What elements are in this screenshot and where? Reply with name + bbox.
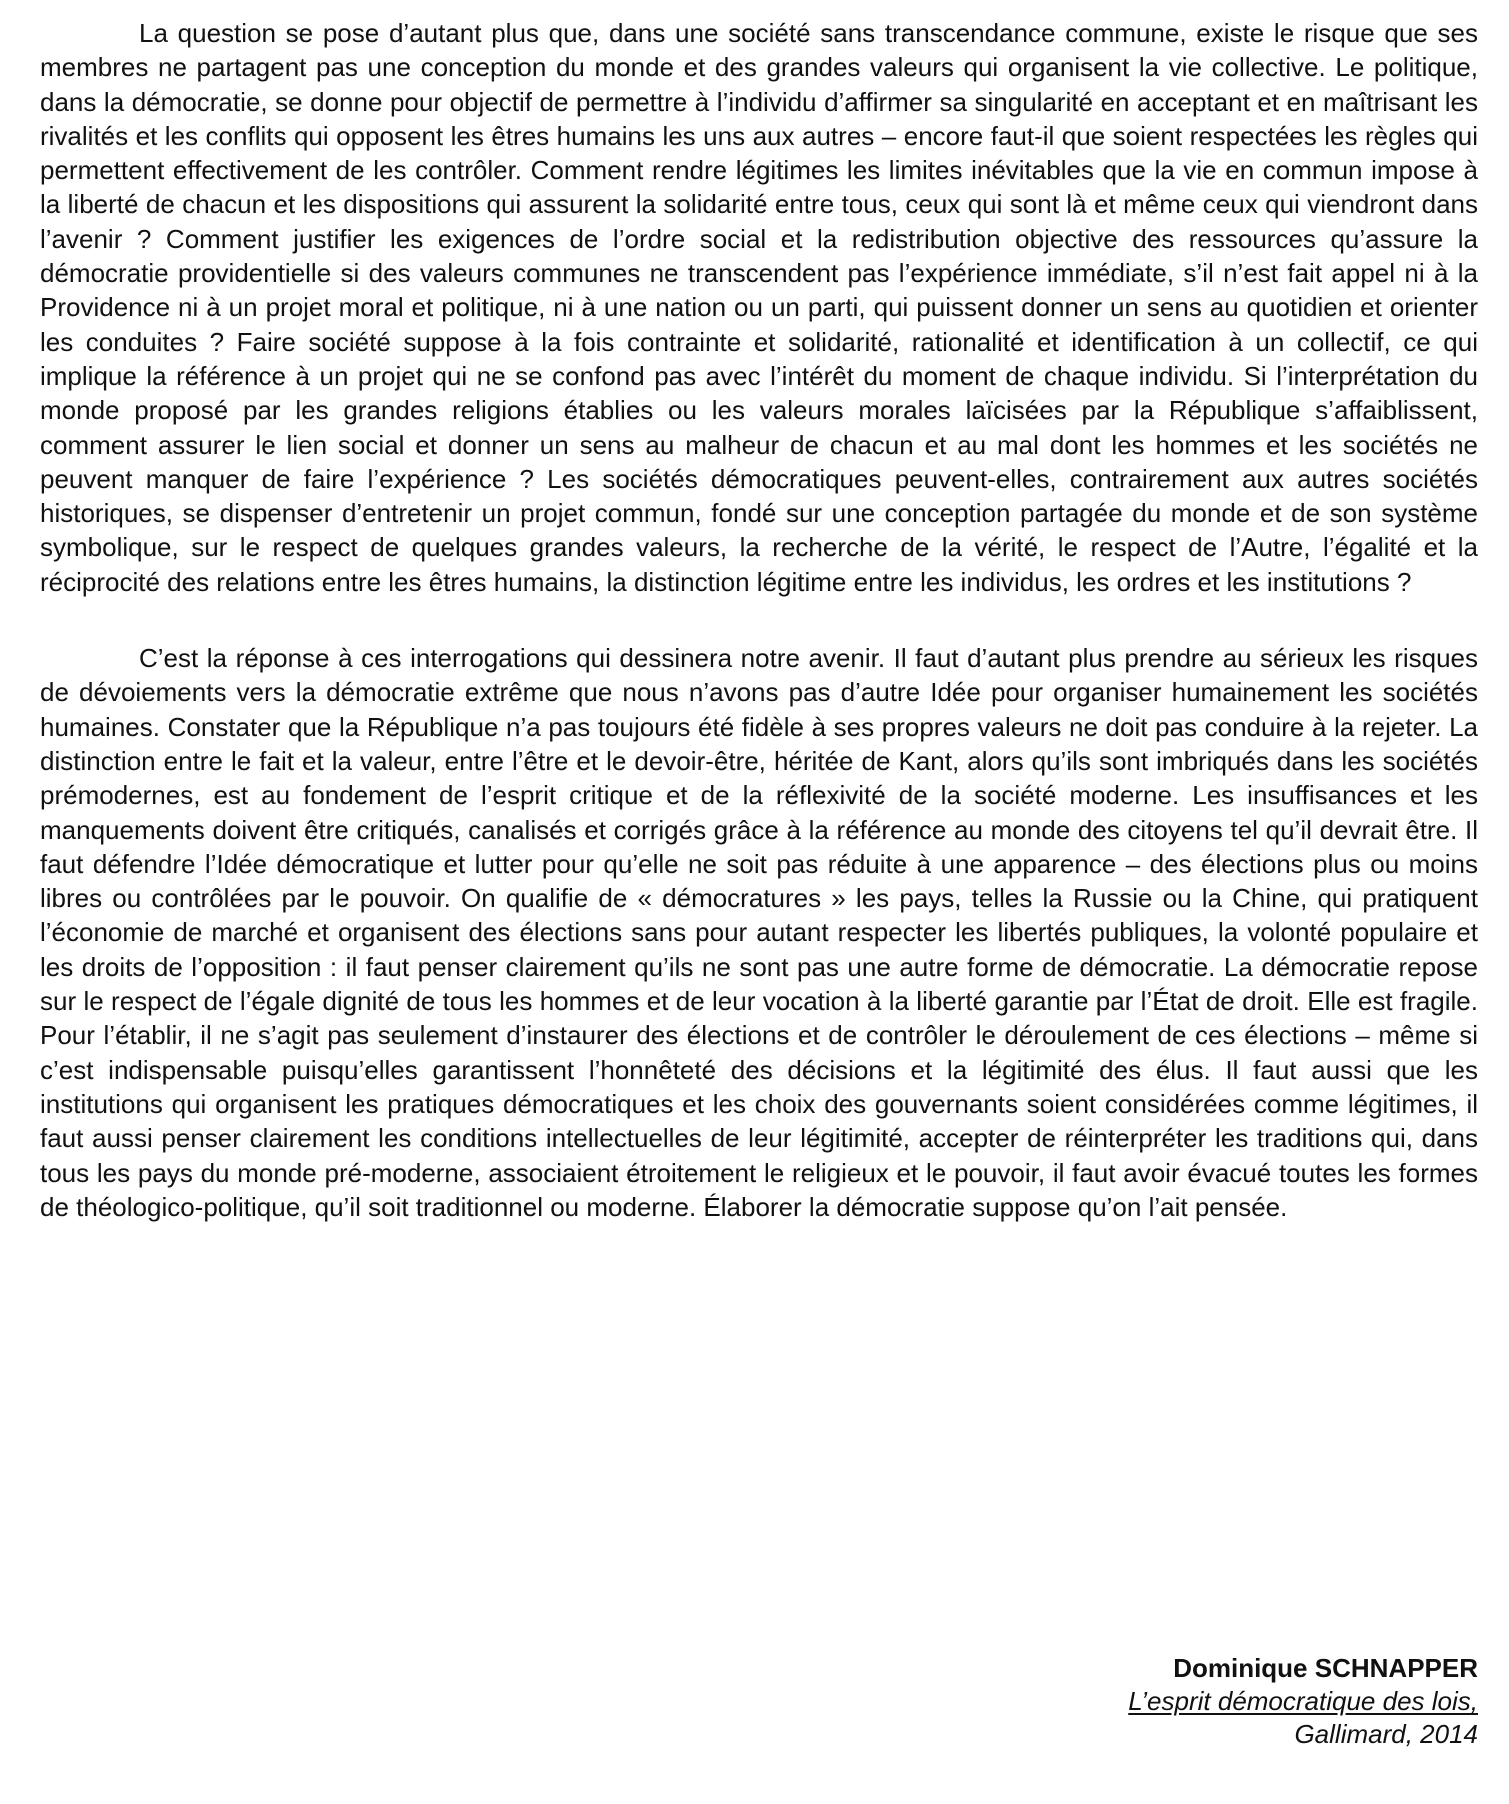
paragraph-2: C’est la réponse à ces interrogations qui dessinera notre avenir. Il faut d’autant plus prendre au sérieux les risques de dévoiements vers la démocratie extrême que nous n’avons pas d’autre Idée pour organiser humainement les sociétés humaines. Constater que la République n’a pas toujours été fidèle à ses propres valeurs ne doit pas conduire à la rejeter. La distinction entre le fait et la valeur, entre l’être et le devoir-être, héritée de Kant, alors qu’ils sont imbriqués dans les sociétés prémodernes, est au fondement de l’esprit critique et de la réflexivité de la société moderne. Les insuffisances et les manquements doivent être critiqués, canalisés et corrigés grâce à la référence au monde des citoyens tel qu’il devrait être. Il faut défendre l’Idée démocratique et lutter pour qu’elle ne soit pas réduite à une apparence – des élections plus ou moins libres ou contrôlées par le pouvoir. On qualifie de « démocratures » les pays, telles la Russie ou la Chine, qui pratiquent l’économie de marché et organisent des élections sans pour autant respecter les libertés publiques, la volonté populaire et les droits de l’opposition : il faut penser clairement qu’ils ne sont pas une autre forme de démocratie. La démocratie repose sur le respect de l’égale dignité de tous les hommes et de leur vocation à la liberté garantie par l’État de droit. Elle est fragile. Pour l’établir, il ne s’agit pas seulement d’instaurer des élections et de contrôler le déroulement de ces élections – même si c’est indispensable puisqu’elles garantissent l’honnêteté des décisions et la légitimité des élus. Il faut aussi que les institutions qui organisent les pratiques démocratiques et les choix des gouvernants soient considérées comme légitimes, il faut aussi penser clairement les conditions intellectuelles de leur légitimité, accepter de réinterpréter les traditions qui, dans tous les pays du monde pré-moderne, associaient étroitement le religieux et le pouvoir, il faut avoir évacué toutes les formes de théologico-politique, qu’il soit traditionnel ou moderne. Élaborer la démocratie suppose qu’on l’ait pensée. [40, 643, 1478, 1222]
author-name: Dominique SCHNAPPER [1173, 1653, 1478, 1683]
document-body [40, 16, 1478, 1224]
paragraph-1: La question se pose d’autant plus que, dans une société sans transcendance commune, existe le risque que ses membres ne partagent pas une conception du monde et des grandes valeurs qui organisent la vie collective. Le politique, dans la démocratie, se donne pour objectif de permettre à l’individu d’affirmer sa singularité en acceptant et en maîtrisant les rivalités et les conflits qui opposent les êtres humains les uns aux autres – encore faut-il que soient respectées les règles qui permettent effectivement de les contrôler. Comment rendre légitimes les limites inévitables que la vie en commun impose à la liberté de chacun et les dispositions qui assurent la solidarité entre tous, ceux qui sont là et même ceux qui viendront dans l’avenir ? Comment justifier les exigences de l’ordre social et la redistribution objective des ressources qu’assure la démocratie providentielle si des valeurs communes ne transcendent pas l’expérience immédiate, s’il n’est fait appel ni à la Providence ni à un projet moral et politique, ni à une nation ou un parti, qui puissent donner un sens au quotidien et orienter les conduites ? Faire société suppose à la fois contrainte et solidarité, rationalité et identification à un collectif, ce qui implique la référence à un projet qui ne se confond pas avec l’intérêt du moment de chaque individu. Si l’interprétation du monde proposé par les grandes religions établies ou les valeurs morales laïcisées par la République s’affaiblissent, comment assurer le lien social et donner un sens au malheur de chacun et au mal dont les hommes et les sociétés ne peuvent manquer de faire l’expérience ? Les sociétés démocratiques peuvent-elles, contrairement aux autres sociétés historiques, se dispenser d’entretenir un projet commun, fondé sur une conception partagée du monde et de son système symbolique, sur le respect de quelques grandes valeurs, la recherche de la vérité, le respect de l’Autre, l’égalité et la réciprocité des relations entre les êtres humains, la distinction légitime entre les individus, les ordres et les institutions ? [40, 18, 1478, 597]
publisher-info: Gallimard, 2014 [1294, 1719, 1478, 1749]
book-title: L’esprit démocratique des lois, [1128, 1686, 1478, 1716]
citation-block [778, 1652, 1478, 1751]
